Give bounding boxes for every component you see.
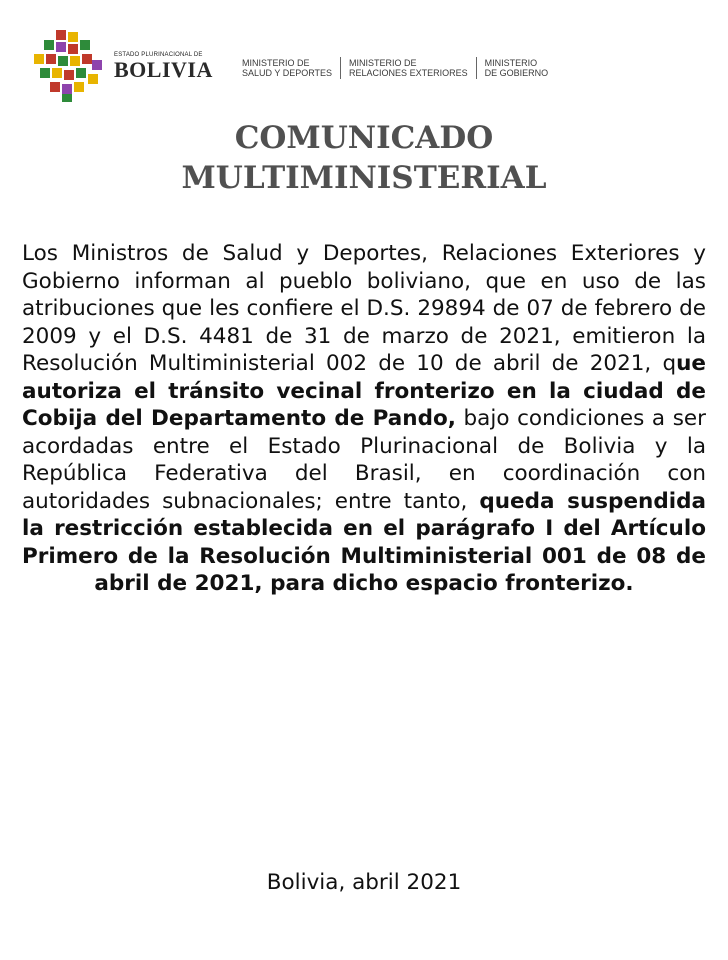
communique-body <box>22 240 706 598</box>
ministry-health: MINISTERIO DE SALUD Y DEPORTES <box>242 58 333 78</box>
ministry-government: MINISTERIO DE GOBIERNO <box>484 58 549 78</box>
closing-line: Bolivia, abril 2021 <box>266 870 462 895</box>
header <box>32 30 632 102</box>
ministries-list <box>234 57 556 79</box>
bolivia-brand <box>114 52 213 81</box>
bolivia-emblem-icon <box>32 30 104 102</box>
title-line-2: MULTIMINISTERIAL <box>181 160 547 196</box>
body-bold-1: ue autoriza el tránsito vecinal fronterizo en la ciudad de Cobija del Departamento de Pando, <box>22 351 706 431</box>
body-text-2: bajo condiciones a ser acordadas entre el Estado Plurinacional de Bolivia y la República Federativa del Brasil, en coordinación con autoridades subnacionales; entre tanto, <box>22 406 706 514</box>
ministry-foreign-affairs: MINISTERIO DE RELACIONES EXTERIORES <box>349 58 468 78</box>
page-title <box>0 118 728 198</box>
brand-subtitle: ESTADO PLURINACIONAL DE <box>114 52 203 58</box>
body-text-1: Los Ministros de Salud y Deportes, Relaciones Exteriores y Gobierno informan al pueblo boliviano, que en uso de las atribuciones que les confiere el D.S. 29894 de 07 de febrero de 2009 y el D.S. 4481 de 31 de marzo de 2021, emitieron la Resolución Multiministerial 002 de 10 de abril de 2021, q <box>22 241 706 376</box>
title-line-1: COMUNICADO <box>234 120 494 156</box>
brand-name: BOLIVIA <box>114 57 213 82</box>
body-bold-2: queda suspendida la restricción establecida en el parágrafo I del Artículo Primero de la Resolución Multiministerial 001 de 08 de abril de 2021, para dicho espacio fronterizo. <box>22 488 706 596</box>
